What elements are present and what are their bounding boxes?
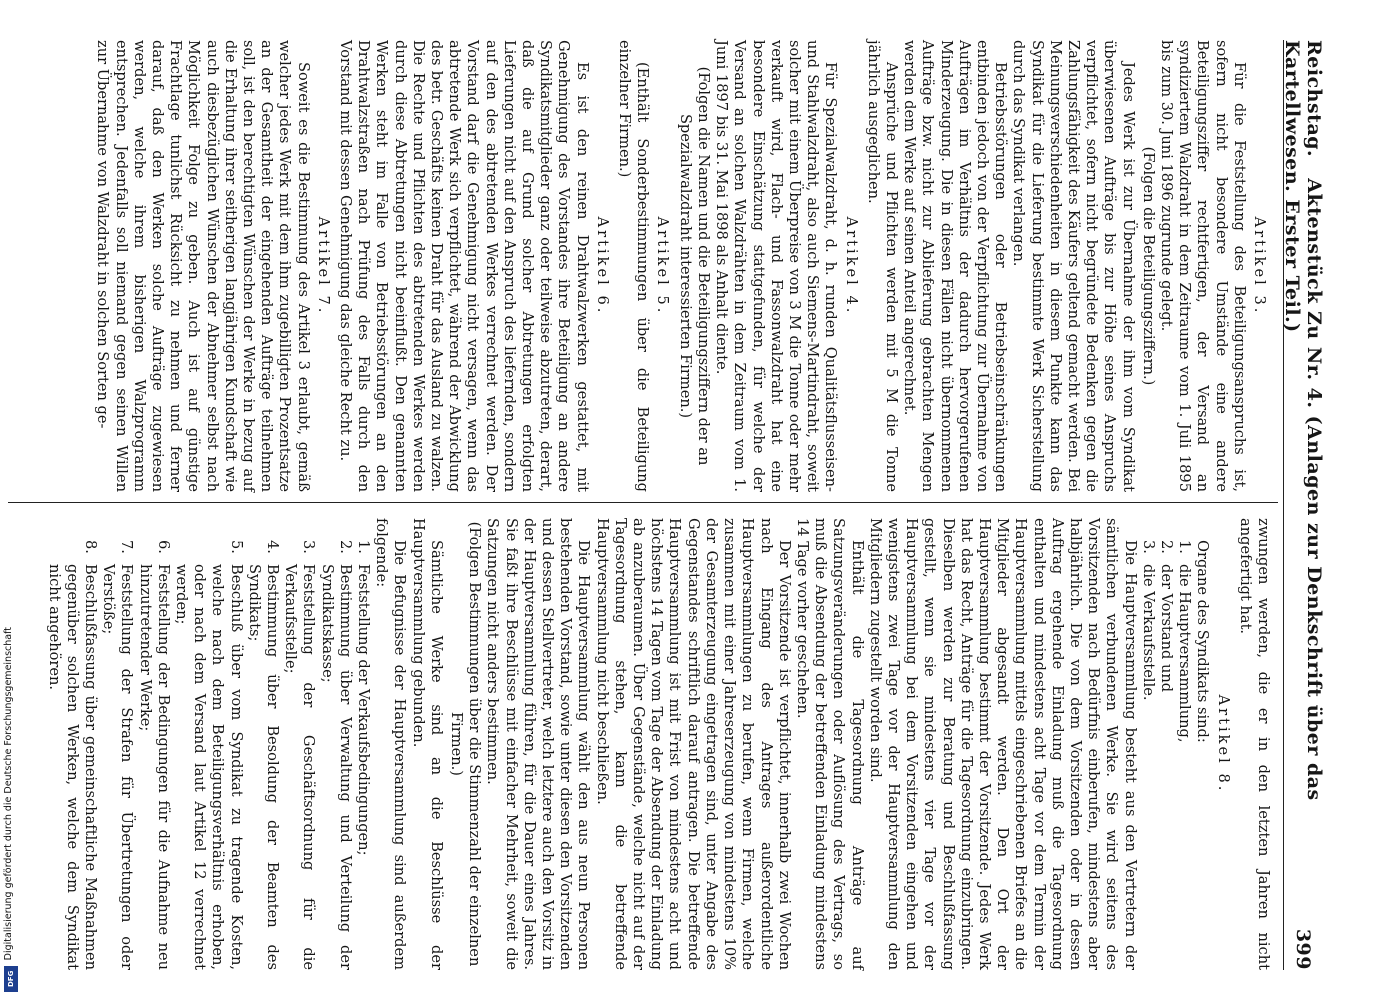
- article-5-paragraph-1: (Enthält Sonderbestimmungen über die Beteiligung einzelner Firmen.): [616, 40, 652, 492]
- column-divider: [8, 502, 1278, 503]
- list-item: [1175, 518, 1193, 970]
- list-text: Feststellung der Strafen für Übertretungen oder Verstöße;: [100, 564, 136, 970]
- article-4-paragraph-1: Für Spezialwalzdraht, d. h. runden Qualitätsflusseisen- und Stahlwalzdraht, also auch Siemens-Martindraht, soweit solcher mit einem Überpreise von 3 M die Tonne oder mehr verkauft wird, Flach- und Fassonwalzdraht hat eine besondere Einschätzung stattgefunden, für welche der Versand an solchen Walzdrähten in dem Zeitraum vom 1. Juni 1897 bis 31. Mai 1898 als Anhalt diente.: [713, 40, 840, 492]
- left-column: [93, 40, 1272, 492]
- header-rule: [1283, 40, 1284, 970]
- list-text: Beschlußfassung über gemeinschaftliche Maßnahmen gegenüber solchen Werken, welche dem Syndikat nicht angehören.: [45, 564, 99, 970]
- list-number: 5.: [227, 540, 245, 554]
- right-column: [44, 518, 1272, 970]
- list-text: der Vorstand und: [1157, 564, 1175, 693]
- header-title-group: [1281, 40, 1325, 929]
- article-8-paragraph-5: Sämtliche Werke sind an die Beschlüsse der Hauptversammlung gebunden.: [409, 518, 445, 970]
- article-6-heading: Artikel 6.: [593, 216, 611, 316]
- article-8-paragraph-4: Die Hauptversammlung wählt den aus neun Personen bestehenden Vorstand, sowie unter diesen den Vorsitzenden und dessen Stellvertreter, welch letztere auch den Vorsitz in der Hauptversammlung führen, für die Dauer eines Jahres. Sie faßt ihre Beschlüsse mit einfacher Mehrheit, soweit die Satzungen nicht anders bestimmen.: [484, 518, 593, 970]
- list-number: 3.: [1139, 540, 1157, 554]
- list-item: [172, 518, 245, 970]
- article-7-heading: Artikel 7.: [314, 216, 332, 316]
- list-text: Bestimmung über Verwaltung und Verteilung der Syndikatskasse;: [318, 564, 354, 970]
- list-item: [281, 518, 317, 970]
- article-4-heading: Artikel 4.: [842, 216, 860, 316]
- list-item: [1157, 518, 1175, 970]
- running-header: [1281, 40, 1325, 970]
- list-text: Feststellung der Bedingungen für die Aufnahme neu hinzutretender Werke;: [136, 564, 172, 970]
- list-text: Feststellung der Geschäftsordnung für die Verkaufsstelle;: [282, 564, 318, 970]
- list-number: 4.: [264, 540, 282, 554]
- dfg-logo: DFG: [4, 966, 18, 992]
- list-item: [44, 518, 99, 970]
- article-3-paragraph-4: Ansprüche und Pflichten werden mit 5 M die Tonne jährlich ausgeglichen.: [864, 40, 900, 492]
- list-item: [245, 518, 281, 970]
- article-7-paragraph-1: Soweit es die Bestimmung des Artikel 3 erlaubt, gemäß welcher jedes Werk mit dem ihm zugebilligten Prozentsatze an der Gesamtheit der eingehenden Aufträge teilnehmen soll, ist den berechtigten Wünschen der Werke in bezug auf die Erhaltung ihrer seitherigen langjährigen Kundschaft wie auch diesbezüglichen Wünschen der Abnehmer selbst nach Möglichkeit Folge zu geben. Auch ist auf günstige Frachtlage tunlichst Rücksicht zu nehmen und ferner darauf, daß den Werken solche Aufträge zugewiesen werden, welche ihrem bisherigen Walzprogramm entsprechen. Jedenfalls soll niemand gegen seinen Willen zur Übernahme von Walzdraht in solchen Sorten ge-: [94, 40, 312, 492]
- list-number: 2.: [1157, 540, 1175, 554]
- list-text: Bestimmung über Besoldung der Beamten des Syndikats;: [245, 564, 282, 970]
- list-text: die Verkaufsstelle.: [1139, 564, 1157, 701]
- article-3-paragraph-3: Betriebsstörungen oder Betriebseinschränkungen entbinden jedoch von der Verpflichtung zur Übernahme von Aufträgen im Verhältnis der dadurch hervorgerufenen Minderzeugung. Die in diesen Fällen nicht übernommenen Aufträge bzw. nicht zur Ablieferung gebrachten Mengen werden dem Werke auf seinen Anteil angerechnet.: [901, 40, 1010, 492]
- list-text: die Hauptversammlung,: [1176, 564, 1194, 743]
- list-text: Beschluß über vom Syndikat zu tragende Kosten, welche nach dem Beteiligungsverhältnis erhoben, oder nach dem Versand laut Artikel 12 verrechnet werden;: [173, 564, 245, 970]
- digitization-credit: Digitalisierung gefördert durch die Deutsche Forschungsgemeinschaft: [3, 626, 14, 960]
- list-item: [135, 518, 171, 970]
- list-item: [317, 518, 353, 970]
- article-7-continuation: zwungen werden, die er in den letzten Jahren nicht angefertigt hat.: [1236, 518, 1272, 970]
- article-4-note: (Folgen die Namen und die Beteiligungsziffern der an Spezialwalzdraht interessierten Firmen.): [676, 66, 712, 466]
- article-8-paragraph-3: Der Vorsitzende ist verpflichtet, innerhalb zwei Wochen nach Eingang des Antrages außerordentliche Hauptversammlungen zu berufen, wenn Firmen, welche zusammen mit einer Jahreserzeugung von mindestens 10% der Gesamterzeugung eingetragen sind, unter Angabe des Gegenstandes schriftlich darauf antragen. Die betreffende Hauptversammlung ist mit Frist von mindestens acht und höchstens 14 Tagen vom Tage der Absendung der Einladung ab anzuberaumen. Über Gegenstände, welche nicht auf der Tagesordnung stehen, kann die betreffende Hauptversammlung nicht beschließen.: [593, 518, 793, 970]
- list-number: 3.: [300, 540, 318, 554]
- list-item: [1139, 518, 1157, 970]
- list-number: 1.: [1176, 540, 1194, 554]
- header-left-word: Reichstag.: [1303, 40, 1325, 158]
- header-title: Aktenstück Zu Nr. 4. (Anlagen zur Denkschrift über das Kartellwesen. Erster Teil.): [1281, 40, 1325, 801]
- article-5-heading: Artikel 5.: [654, 216, 672, 316]
- article-8-note: (Folgen Bestimmungen über die Stimmenzahl der einzelnen Firmen.): [448, 521, 484, 967]
- list-number: 7.: [118, 540, 136, 554]
- page-number: 399: [1292, 928, 1314, 970]
- list-item: [99, 518, 135, 970]
- article-3-heading: Artikel 3.: [1251, 216, 1268, 316]
- list-number: 1.: [355, 540, 373, 554]
- list-number: 6.: [154, 540, 172, 554]
- list-text: Feststellung der Verkaufsbedingungen;: [355, 564, 373, 856]
- article-3-paragraph-2: Jedes Werk ist zur Übernahme der ihm vom Syndikat überwiesenen Aufträge bis zur Höhe seines Anspruchs verpflichtet, sofern nicht begründete Bedenken gegen die Zahlungsfähigkeit des Käufers geltend gemacht werden. Bei Meinungsverschiedenheiten in diesem Punkte kann das Syndikat für die Lieferung bestimmte Werk Sicherstellung durch das Syndikat verlangen.: [1010, 40, 1137, 492]
- list-number: 8.: [82, 540, 99, 554]
- article-8-heading: Artikel 8.: [1214, 694, 1232, 794]
- list-item: [354, 518, 372, 970]
- article-8-paragraph-2: Enthält die Tagesordnung Anträge auf Satzungsveränderungen oder Auflösung des Vertrags, so muß die Absendung der betreffenden Einladung mindestens 14 Tage vorher geschehen.: [793, 518, 866, 970]
- article-3-paragraph-1: Für die Feststellung des Beteiligungsanspruchs ist, sofern nicht besondere Umstände eine andere Beteiligungsziffer rechtfertigen, der Versand an syndiziertem Walzdraht in dem Zeitraume vom 1. Juli 1895 bis zum 30. Juni 1896 zugrunde gelegt.: [1157, 40, 1248, 492]
- organs-intro: Organe des Syndikats sind:: [1194, 540, 1212, 743]
- article-8-paragraph-1: Die Hauptversammlung besteht aus den Vertretern der sämtlichen verbundenen Werke. Sie wird seitens des Vorsitzenden nach Bedürfnis einberufen, mindestens aber halbjährlich. Die von dem Vorsitzenden oder in dessen Auftrag ergehende Einladung muß die Tagesordnung enthalten und mindestens acht Tage vor dem Termin der Hauptversammlung mittels eingeschriebenen Briefes an die Mitglieder abgesandt werden. Den Ort der Hauptversammlung bestimmt der Vorsitzende. Jedes Werk hat das Recht, Anträge für die Tagesordnung einzubringen. Dieselben werden zur Beratung und Beschlußfassung gestellt, wenn sie mindestens vier Tage vor der Hauptversammlung bei dem Vorsitzenden eingehen und wenigstens zwei Tage vor der Hauptversammlung den Mitgliedern zugestellt worden sind.: [866, 518, 1139, 970]
- article-3-note: (Folgen die Beteiligungsziffern.): [1139, 146, 1157, 386]
- article-6-paragraph-1: Es ist den reinen Drahtwalzwerken gestattet, mit Genehmigung des Vorstandes ihre Beteiligung an andere Syndikatsmitglieder ganz oder teilweise abzutreten, derart, daß die auf Grund solcher Abtretungen erfolgten Lieferungen nicht auf den Anspruch des liefernden, sondern auf den des abtretenden Werkes verrechnet werden. Der Vorstand darf die Genehmigung nicht versagen, wenn das abtretende Werk sich verpflichtet, während der Abwicklung des betr. Geschäfts keinen Draht für das Ausland zu walzen. Die Rechte und Pflichten des abtretenden Werkes werden durch diese Abtretungen nicht beeinflußt. Den genannten Werken steht im Falle von Betriebsstörungen an den Drahtwalzstraßen nach Prüfung des Falls durch den Vorstand mit dessen Genehmigung das gleiche Recht zu.: [337, 40, 591, 492]
- list-number: 2.: [336, 540, 354, 554]
- article-8-paragraph-6: Die Befugnisse der Hauptversammlung sind außerdem folgende:: [373, 518, 409, 970]
